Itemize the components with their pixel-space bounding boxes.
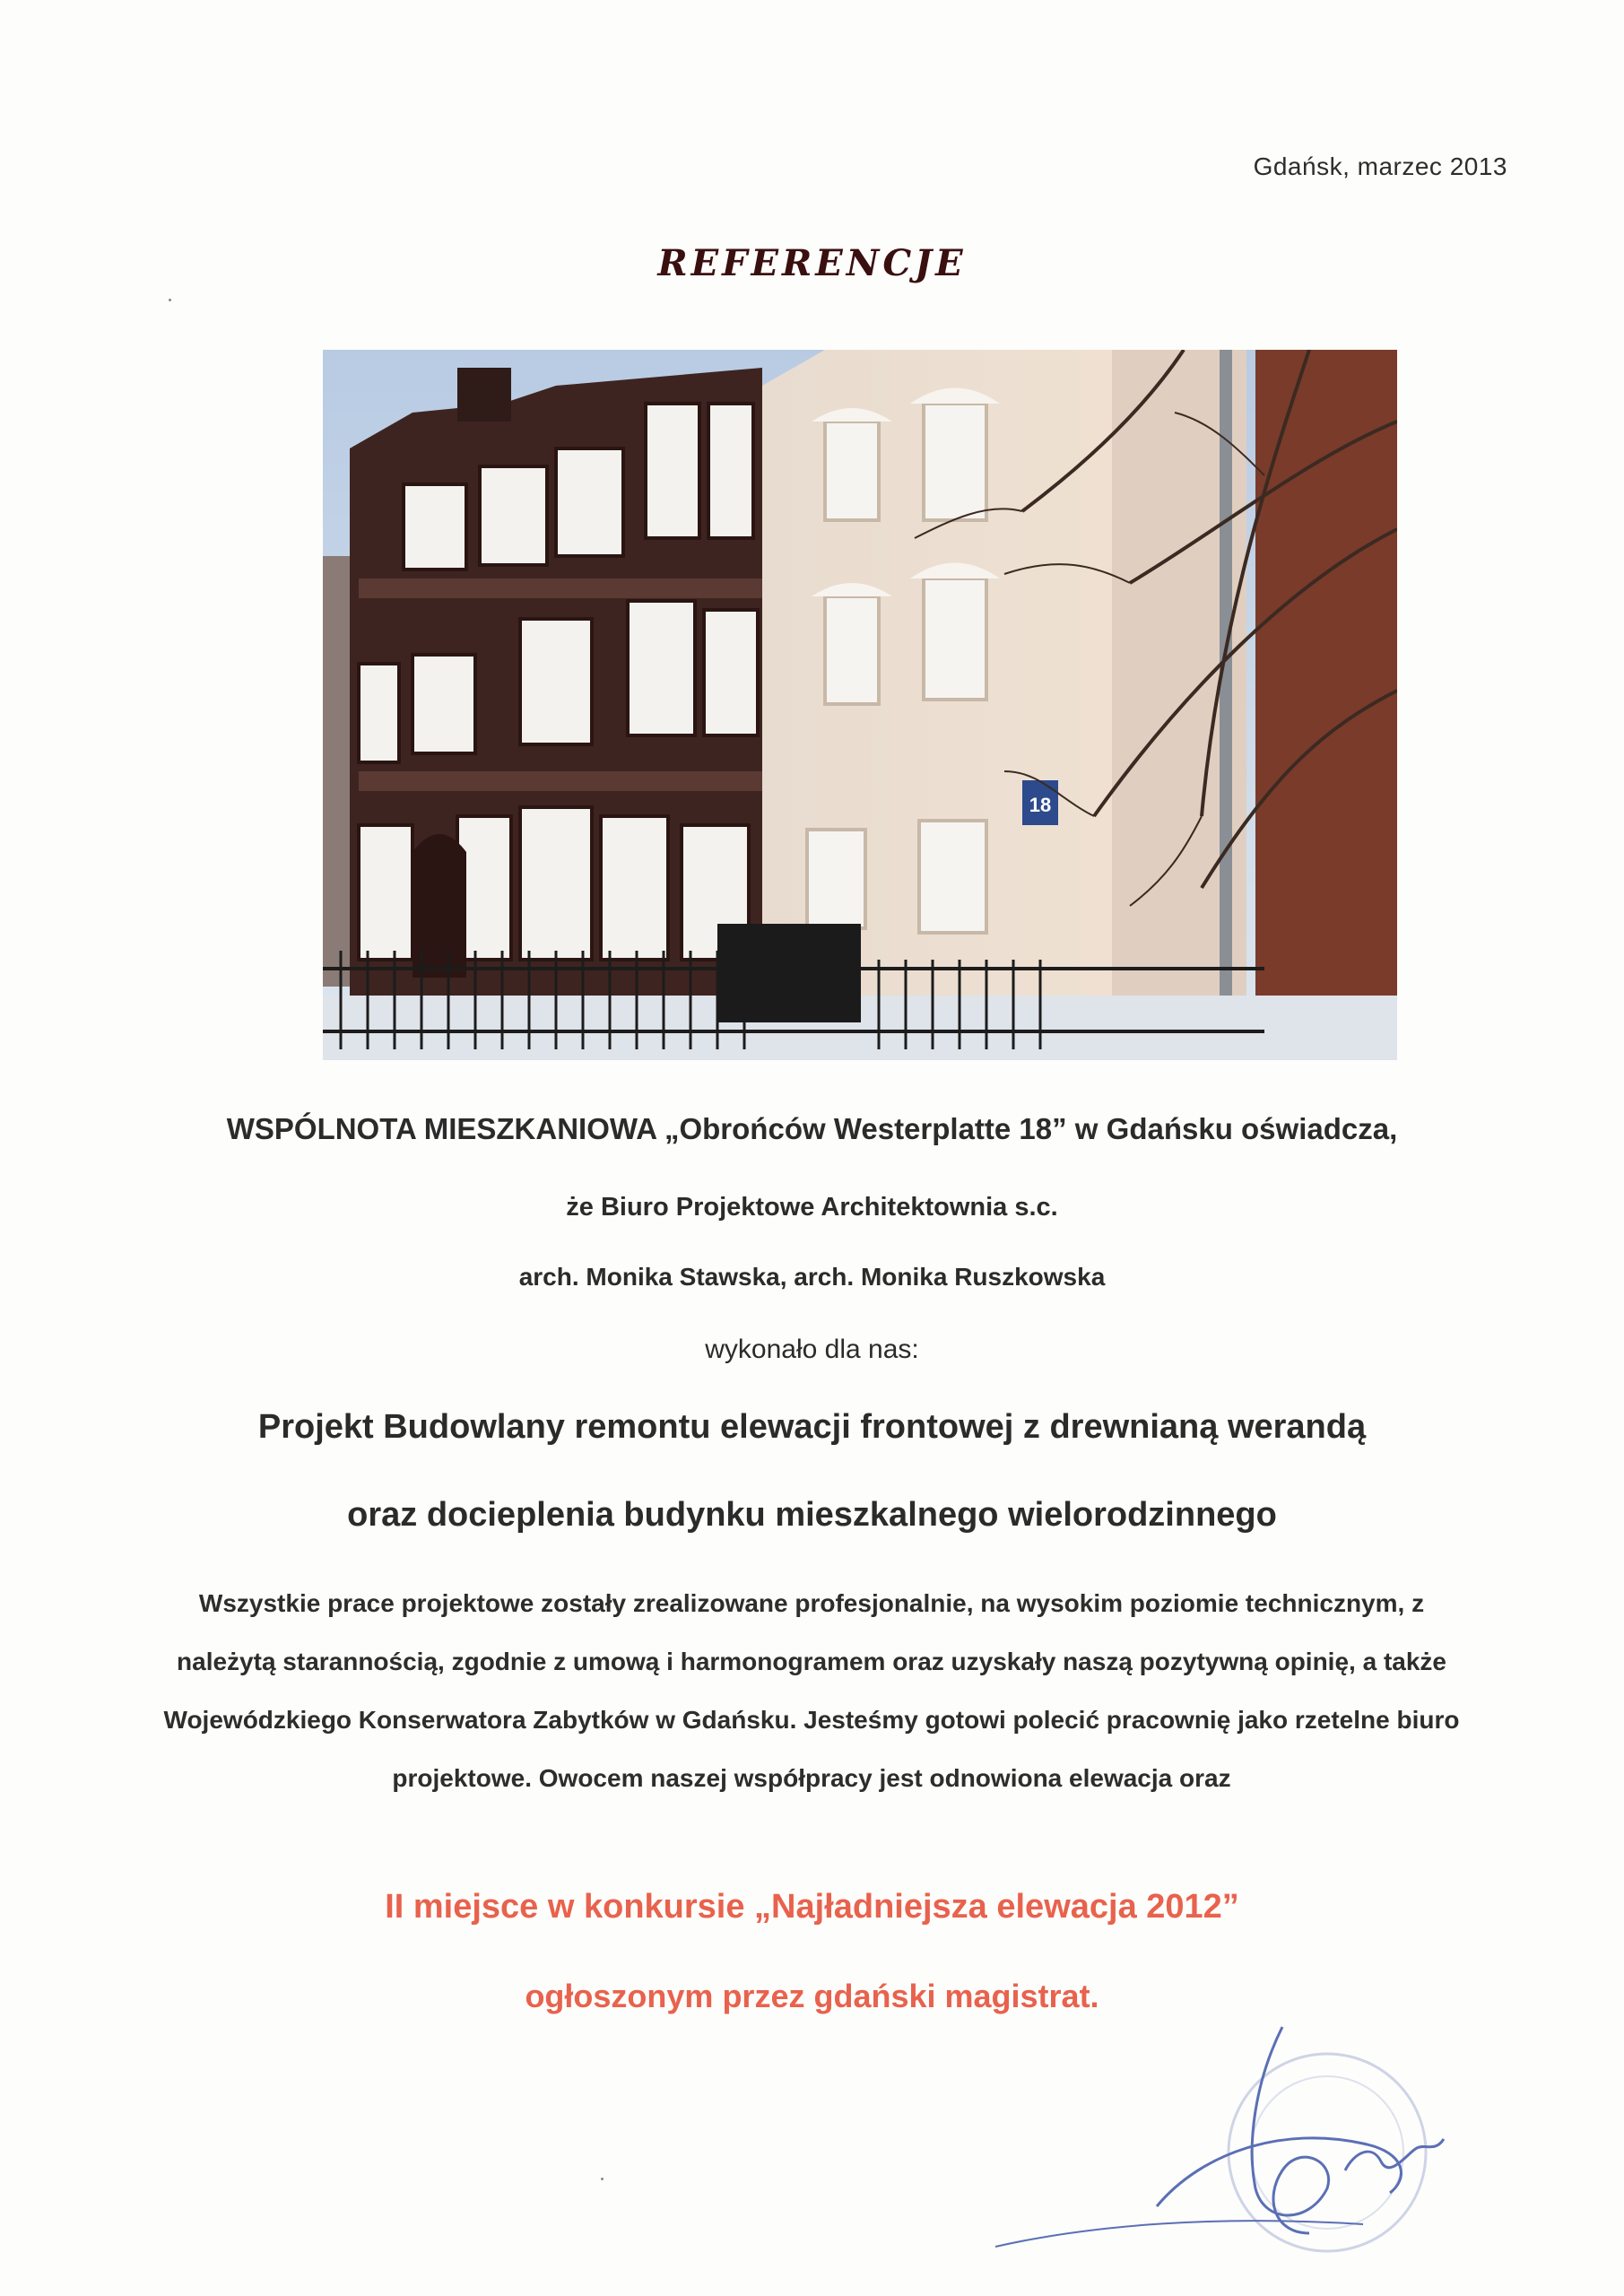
project-title-line1: Projekt Budowlany remontu elewacji frontowej z drewnianą werandą: [257, 1408, 1367, 1446]
reference-paragraph: Wszystkie prace projektowe zostały zrealizowane profesjonalnie, na wysokim poziomie technicznym, z należytą starannością, zgodnie z umową i harmonogramem oraz uzyskały naszą pozytywną opinię, a także Wojewódzkiego Konserwatora Zabytków w Gdańsku. Jesteśmy gotowi polecić pracownię jako rzetelne biuro projektowe. Owocem naszej współpracy jest odnowiona elewacja oraz: [163, 1589, 1460, 1792]
letter-title: REFERENCJE: [657, 242, 967, 284]
award-line1: II miejsce w konkursie „Najładniejsza elewacja 2012”: [385, 1888, 1239, 1926]
letter-date: Gdańsk, marzec 2013: [1253, 152, 1507, 180]
community-statement: WSPÓLNOTA MIESZKANIOWA „Obrońców Westerplatte 18” w Gdańsku oświadcza,: [226, 1112, 1398, 1145]
award-line2: ogłoszonym przez gdański magistrat.: [525, 1978, 1099, 2014]
architects-names: arch. Monika Stawska, arch. Monika Ruszkowska: [518, 1263, 1106, 1291]
building-photo: [323, 350, 1397, 1060]
signature-and-stamp: [986, 2000, 1489, 2269]
office-name: że Biuro Projektowe Architektownia s.c.: [566, 1193, 1058, 1222]
house-number-plate: 18: [1029, 794, 1052, 816]
work-intro: wykonało dla nas:: [705, 1335, 919, 1364]
scan-speck: [169, 299, 171, 301]
scan-speck: [601, 2178, 604, 2180]
project-title-line2: oraz docieplenia budynku mieszkalnego wielorodzinnego: [347, 1496, 1277, 1534]
